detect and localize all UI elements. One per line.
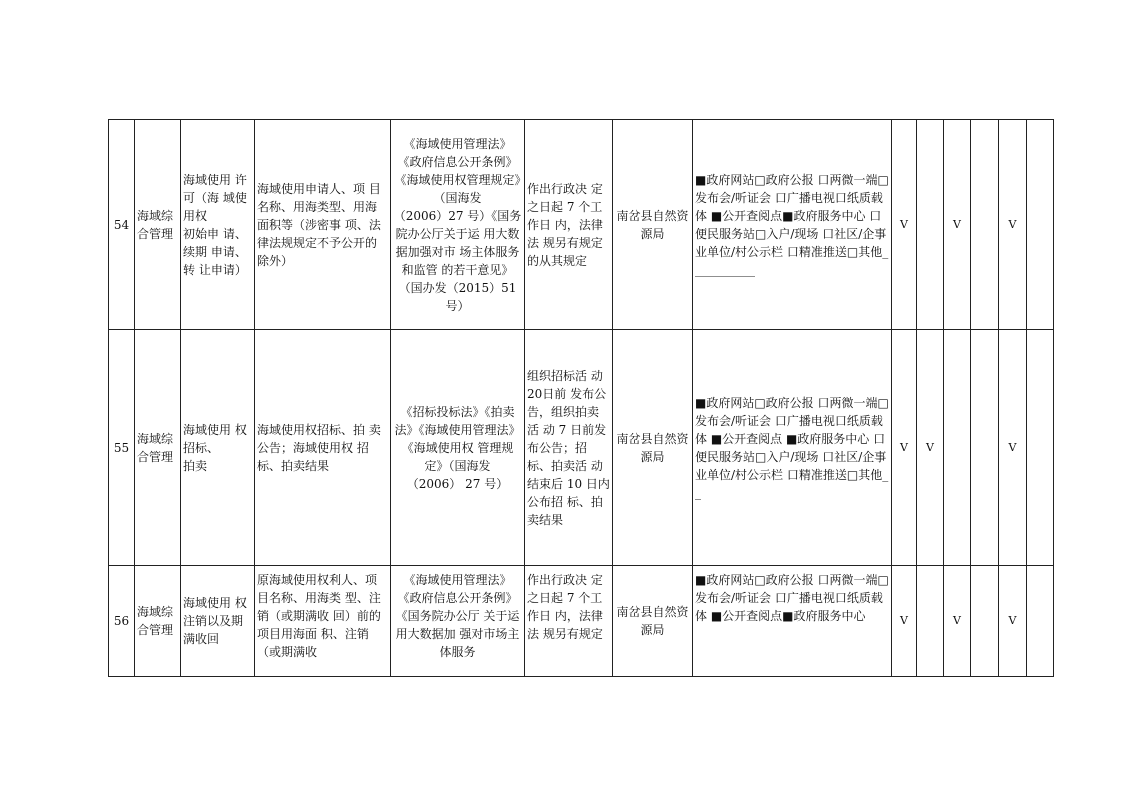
responsible-subject: 南岔县自然资源局 [613, 330, 693, 566]
check-mark [917, 120, 944, 330]
time-limit: 作出行政决 定之日起 7 个工作日 内，法律法 规另有规定的从其规定 [525, 120, 613, 330]
item-category: 海域综合管理 [135, 330, 181, 566]
row-number: 55 [109, 330, 135, 566]
disclosure-channel: ■政府网站□政府公报 口两微一端□发布会/听证会 口广播电视口纸质载体 ■公开查阅点■政府服务中心 口便民服务站□入户/现场 口社区/企事业单位/村公示栏 口精准推送□其他___________ [693, 120, 892, 330]
legal-basis: 《海域使用管理法》 《政府信息公开条例》《国务院办公厅 关于运用大数据加 强对市场主体服务 [391, 566, 525, 677]
check-mark [1027, 330, 1054, 566]
check-mark [971, 120, 999, 330]
sub-item: 海域使用 许可（海 域使 用权 初始申 请、 续期 申请、 转 让申请） [181, 120, 255, 330]
disclosure-content: 海域使用申请人、项 目名称、用海类型、用海面积等（涉密事 项、法律法规规定不予公开的除外） [255, 120, 391, 330]
legal-basis: 《招标投标法》《拍卖法》《海域使用管理法》《海域使用权 管理规定》（国海发 （2006） 27 号） [391, 330, 525, 566]
check-mark: V [944, 566, 971, 677]
disclosure-channel: ■政府网站□政府公报 口两微一端□发布会/听证会 口广播电视口纸质载体 ■公开查阅点■政府服务中心 [693, 566, 892, 677]
disclosure-channel: ■政府网站□政府公报 口两微一端□发布会/听证会 口广播电视口纸质载体 ■公开查阅点 ■政府服务中心 口便民服务站□入户/现场 口社区/企事业单位/村公示栏 口精准推送□其他__ [693, 330, 892, 566]
table-row [109, 566, 1054, 677]
check-mark: V [999, 120, 1027, 330]
check-mark: V [892, 566, 917, 677]
time-limit: 组织招标活 动20日前 发布公告，组织拍卖活 动 7 日前发布公告；招 标、拍卖活 动结束后 10 日内公布招 标、拍卖结果 [525, 330, 613, 566]
check-mark: V [892, 330, 917, 566]
check-mark [917, 566, 944, 677]
check-mark [944, 330, 971, 566]
check-mark [1027, 120, 1054, 330]
sub-item: 海域使用 权注销以及期满收回 [181, 566, 255, 677]
check-mark: V [999, 330, 1027, 566]
responsible-subject: 南岔县自然资源局 [613, 120, 693, 330]
item-category: 海域综合管理 [135, 566, 181, 677]
legal-basis: 《海域使用管理法》 《政府信息公开条例》《海域使用权管理规定》（国海发 （2006）27 号）《国务院办公厅关于运 用大数据加强对市 场主体服务和监管 的若干意见》（国办发（2015）51 号） [391, 120, 525, 330]
disclosure-table [108, 119, 1054, 677]
table-row [109, 120, 1054, 330]
check-mark: V [917, 330, 944, 566]
disclosure-content: 原海域使用权利人、项目名称、用海类 型、注销（或期满收 回）前的项目用海面 积、注销（或期满收 [255, 566, 391, 677]
sub-item: 海域使用 权招标、 拍卖 [181, 330, 255, 566]
check-mark [1027, 566, 1054, 677]
check-mark: V [944, 120, 971, 330]
responsible-subject: 南岔县自然资源局 [613, 566, 693, 677]
time-limit: 作出行政决 定之日起 7 个工作日 内，法律法 规另有规定 [525, 566, 613, 677]
row-number: 56 [109, 566, 135, 677]
check-mark [971, 566, 999, 677]
table-row [109, 330, 1054, 566]
item-category: 海域综合管理 [135, 120, 181, 330]
check-mark [971, 330, 999, 566]
check-mark: V [892, 120, 917, 330]
row-number: 54 [109, 120, 135, 330]
disclosure-content: 海域使用权招标、拍 卖公告；海域使用权 招标、拍卖结果 [255, 330, 391, 566]
check-mark: V [999, 566, 1027, 677]
